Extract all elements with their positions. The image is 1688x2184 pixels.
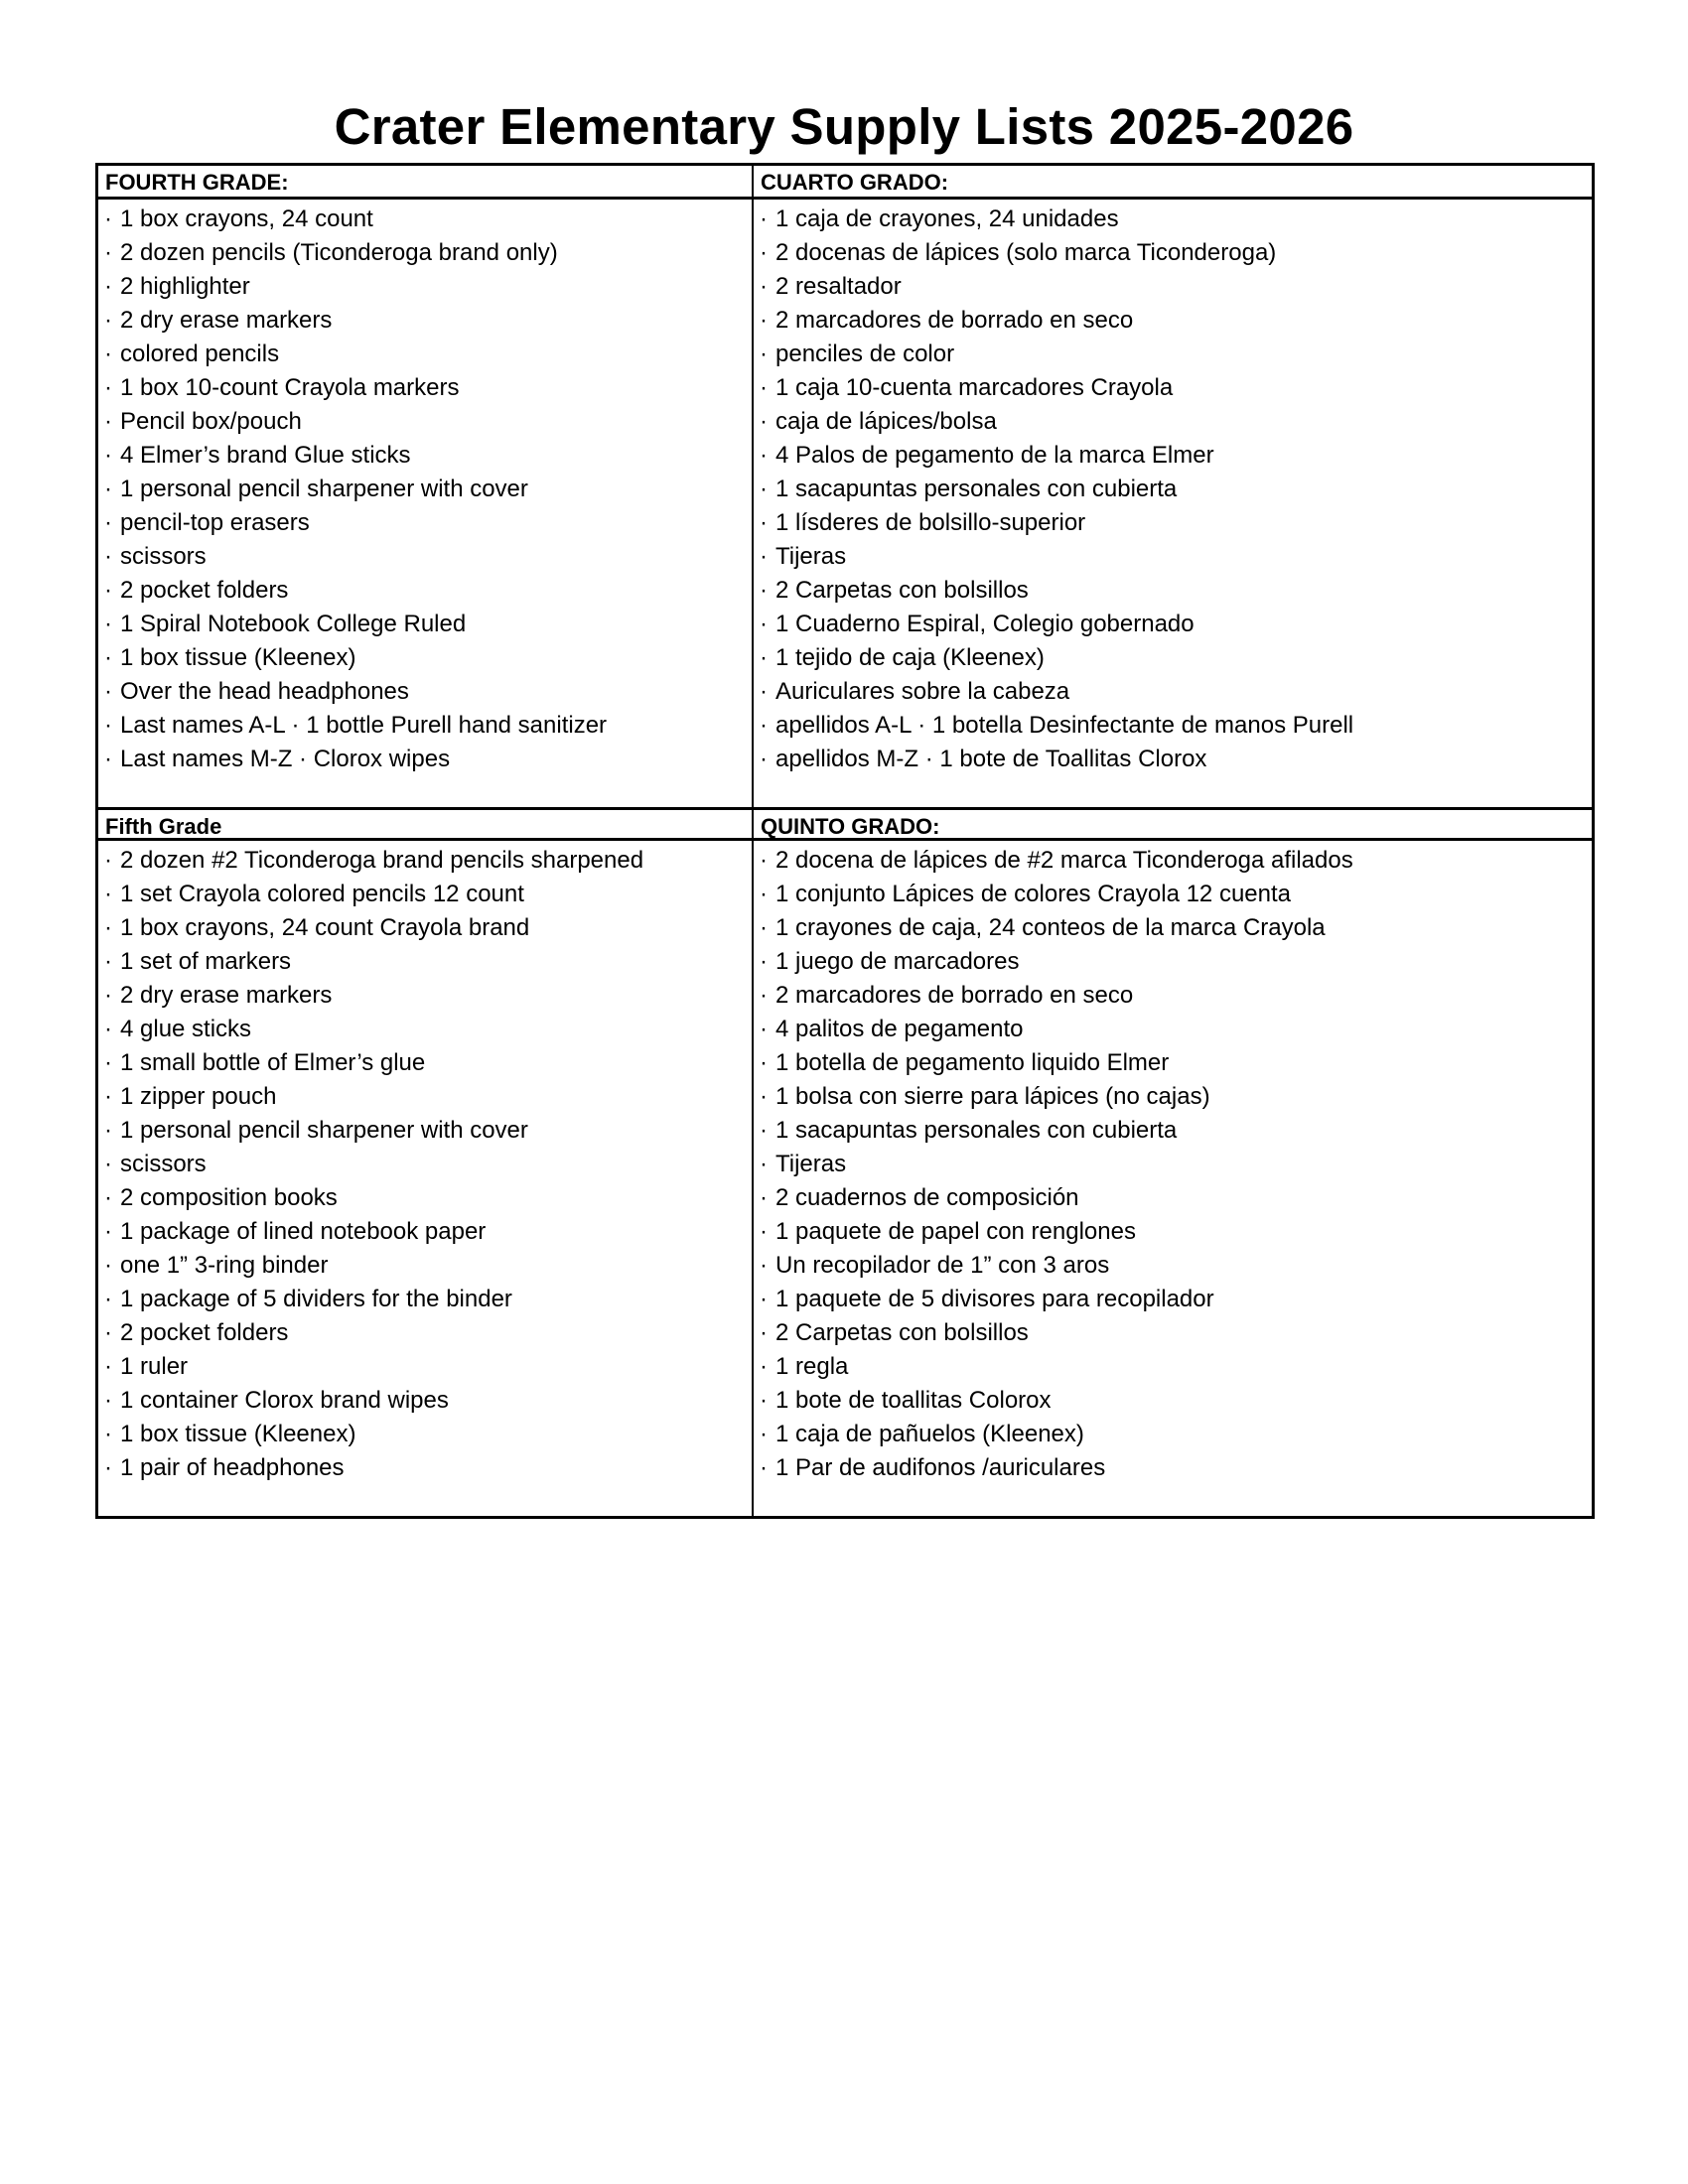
list-item xyxy=(754,203,1592,236)
list-item xyxy=(754,641,1592,675)
list-item-text: 2 pocket folders xyxy=(120,577,289,604)
list-item-text: 1 personal pencil sharpener with cover xyxy=(120,476,528,502)
list-item xyxy=(98,1013,752,1046)
bullet-icon: · xyxy=(760,307,768,334)
bullet-icon: · xyxy=(104,1387,112,1414)
list-item xyxy=(98,641,752,675)
bullet-icon: · xyxy=(760,847,768,874)
list-item-text: 1 Par de audifonos /auriculares xyxy=(775,1454,1106,1481)
list-item xyxy=(98,608,752,641)
list-item-text: 1 caja de pañuelos (Kleenex) xyxy=(775,1421,1084,1447)
bullet-icon: · xyxy=(104,746,112,772)
list-item-text: 1 zipper pouch xyxy=(120,1083,277,1110)
quinto-grado-heading: QUINTO GRADO: xyxy=(754,807,1592,841)
bullet-icon: · xyxy=(104,442,112,469)
list-item-text: 4 Palos de pegamento de la marca Elmer xyxy=(775,442,1214,469)
list-item xyxy=(754,1451,1592,1485)
list-item-text: scissors xyxy=(120,543,207,570)
list-item xyxy=(754,574,1592,608)
fifth-grade-english-list-cell xyxy=(98,841,754,1516)
bullet-icon: · xyxy=(760,712,768,739)
list-item-text: 1 botella de pegamento liquido Elmer xyxy=(775,1049,1170,1076)
list-item-text: 1 paquete de 5 divisores para recopilador xyxy=(775,1286,1214,1312)
bullet-icon: · xyxy=(760,1319,768,1346)
bullet-icon: · xyxy=(104,205,112,232)
bullet-icon: · xyxy=(760,577,768,604)
list-item-text: pencil-top erasers xyxy=(120,509,310,536)
list-item-text: 1 container Clorox brand wipes xyxy=(120,1387,449,1414)
list-item-text: 4 glue sticks xyxy=(120,1016,252,1042)
list-item xyxy=(98,1080,752,1114)
fifth-grade-spanish-list-cell xyxy=(754,841,1592,1516)
bullet-icon: · xyxy=(104,1049,112,1076)
list-item xyxy=(98,1215,752,1249)
fourth-grade-spanish-list xyxy=(754,203,1592,776)
list-item xyxy=(754,473,1592,506)
bullet-icon: · xyxy=(760,1218,768,1245)
list-item xyxy=(754,1080,1592,1114)
list-item-text: 1 caja de crayones, 24 unidades xyxy=(775,205,1119,232)
bullet-icon: · xyxy=(760,1016,768,1042)
bullet-icon: · xyxy=(104,948,112,975)
bullet-icon: · xyxy=(104,543,112,570)
list-item-text: 2 highlighter xyxy=(120,273,250,300)
list-item xyxy=(98,1451,752,1485)
list-item xyxy=(98,473,752,506)
list-item xyxy=(98,540,752,574)
bullet-icon: · xyxy=(760,1252,768,1279)
list-item xyxy=(98,1316,752,1350)
list-item xyxy=(754,1350,1592,1384)
bullet-icon: · xyxy=(760,611,768,637)
list-item-text: Un recopilador de 1” con 3 aros xyxy=(775,1252,1110,1279)
list-item xyxy=(98,405,752,439)
list-item xyxy=(754,1148,1592,1181)
list-item-text: 1 regla xyxy=(775,1353,849,1380)
bullet-icon: · xyxy=(760,1421,768,1447)
list-item xyxy=(98,236,752,270)
list-item-text: 1 box crayons, 24 count xyxy=(120,205,373,232)
bullet-icon: · xyxy=(104,374,112,401)
fourth-grade-heading: FOURTH GRADE: xyxy=(98,166,754,200)
list-item xyxy=(98,338,752,371)
list-item-text: 2 marcadores de borrado en seco xyxy=(775,307,1134,334)
bullet-icon: · xyxy=(104,239,112,266)
list-item xyxy=(98,1418,752,1451)
list-item xyxy=(754,405,1592,439)
list-item-text: Auriculares sobre la cabeza xyxy=(775,678,1070,705)
list-item xyxy=(98,1350,752,1384)
list-item-text: 1 crayones de caja, 24 conteos de la marca Crayola xyxy=(775,914,1326,941)
list-item xyxy=(754,270,1592,304)
bullet-icon: · xyxy=(104,509,112,536)
list-item-text: Over the head headphones xyxy=(120,678,409,705)
bullet-icon: · xyxy=(104,408,112,435)
bullet-icon: · xyxy=(760,374,768,401)
list-item-text: 1 personal pencil sharpener with cover xyxy=(120,1117,528,1144)
list-item xyxy=(754,1283,1592,1316)
list-item xyxy=(754,878,1592,911)
cuarto-grado-heading: CUARTO GRADO: xyxy=(754,166,1592,200)
list-item xyxy=(754,844,1592,878)
list-item-text: 2 cuadernos de composición xyxy=(775,1184,1079,1211)
bullet-icon: · xyxy=(104,273,112,300)
bullet-icon: · xyxy=(760,509,768,536)
list-item xyxy=(754,1013,1592,1046)
bullet-icon: · xyxy=(104,678,112,705)
bullet-icon: · xyxy=(760,1387,768,1414)
list-item xyxy=(754,506,1592,540)
list-item xyxy=(754,979,1592,1013)
bullet-icon: · xyxy=(760,543,768,570)
bullet-icon: · xyxy=(760,746,768,772)
list-item-text: 1 bote de toallitas Colorox xyxy=(775,1387,1052,1414)
bullet-icon: · xyxy=(104,1353,112,1380)
bullet-icon: · xyxy=(760,341,768,367)
bullet-icon: · xyxy=(104,611,112,637)
list-item-text: 2 dry erase markers xyxy=(120,307,333,334)
bullet-icon: · xyxy=(760,1353,768,1380)
list-item-text: 1 Spiral Notebook College Ruled xyxy=(120,611,467,637)
list-item-text: 1 sacapuntas personales con cubierta xyxy=(775,476,1178,502)
list-item xyxy=(754,945,1592,979)
bullet-icon: · xyxy=(760,1151,768,1177)
list-item-text: 2 marcadores de borrado en seco xyxy=(775,982,1134,1009)
list-item xyxy=(98,1046,752,1080)
list-item xyxy=(98,270,752,304)
list-item xyxy=(754,743,1592,776)
list-item xyxy=(98,1283,752,1316)
list-item xyxy=(754,371,1592,405)
bullet-icon: · xyxy=(104,1454,112,1481)
bullet-icon: · xyxy=(760,1184,768,1211)
list-item-text: colored pencils xyxy=(120,341,280,367)
list-item xyxy=(754,675,1592,709)
list-item-text: one 1” 3-ring binder xyxy=(120,1252,329,1279)
list-item xyxy=(754,1249,1592,1283)
list-item-text: 1 juego de marcadores xyxy=(775,948,1020,975)
list-item xyxy=(754,1114,1592,1148)
list-item xyxy=(98,304,752,338)
bullet-icon: · xyxy=(760,408,768,435)
list-item-text: 1 box 10-count Crayola markers xyxy=(120,374,460,401)
bullet-icon: · xyxy=(104,1184,112,1211)
fifth-grade-english-list xyxy=(98,844,752,1485)
list-item-text: apellidos A-L · 1 botella Desinfectante de manos Purell xyxy=(775,712,1354,739)
list-item xyxy=(98,979,752,1013)
fifth-grade-spanish-list xyxy=(754,844,1592,1485)
list-item xyxy=(98,945,752,979)
list-item-text: 1 lísderes de bolsillo-superior xyxy=(775,509,1086,536)
list-item-text: 1 bolsa con sierre para lápices (no cajas) xyxy=(775,1083,1210,1110)
list-item-text: 1 conjunto Lápices de colores Crayola 12 cuenta xyxy=(775,881,1291,907)
list-item-text: 2 dozen pencils (Ticonderoga brand only) xyxy=(120,239,558,266)
bullet-icon: · xyxy=(760,948,768,975)
list-item xyxy=(98,1384,752,1418)
list-item-text: 2 Carpetas con bolsillos xyxy=(775,1319,1029,1346)
bullet-icon: · xyxy=(760,644,768,671)
list-item-text: 1 box tissue (Kleenex) xyxy=(120,644,356,671)
list-item-text: 4 palitos de pegamento xyxy=(775,1016,1024,1042)
bullet-icon: · xyxy=(104,1117,112,1144)
bullet-icon: · xyxy=(760,1083,768,1110)
list-item xyxy=(754,1418,1592,1451)
fourth-grade-english-list-cell xyxy=(98,200,754,807)
bullet-icon: · xyxy=(104,307,112,334)
list-item xyxy=(754,1181,1592,1215)
bullet-icon: · xyxy=(760,476,768,502)
bullet-icon: · xyxy=(104,644,112,671)
bullet-icon: · xyxy=(104,914,112,941)
list-item xyxy=(754,1384,1592,1418)
bullet-icon: · xyxy=(760,1049,768,1076)
list-item-text: 2 docena de lápices de #2 marca Ticonderoga afilados xyxy=(775,847,1353,874)
list-item xyxy=(754,236,1592,270)
bullet-icon: · xyxy=(104,847,112,874)
fourth-grade-spanish-list-cell xyxy=(754,200,1592,807)
list-item xyxy=(98,844,752,878)
list-item xyxy=(754,911,1592,945)
bullet-icon: · xyxy=(760,1117,768,1144)
list-item-text: 1 set of markers xyxy=(120,948,292,975)
bullet-icon: · xyxy=(104,1016,112,1042)
list-item xyxy=(754,304,1592,338)
bullet-icon: · xyxy=(760,982,768,1009)
list-item-text: 1 package of lined notebook paper xyxy=(120,1218,487,1245)
list-item-text: 1 sacapuntas personales con cubierta xyxy=(775,1117,1178,1144)
list-item-text: 2 resaltador xyxy=(775,273,902,300)
list-item xyxy=(98,743,752,776)
bullet-icon: · xyxy=(104,1252,112,1279)
list-item-text: Pencil box/pouch xyxy=(120,408,302,435)
list-item-text: 2 dozen #2 Ticonderoga brand pencils sharpened xyxy=(120,847,644,874)
bullet-icon: · xyxy=(760,273,768,300)
list-item-text: 1 pair of headphones xyxy=(120,1454,345,1481)
list-item-text: 4 Elmer’s brand Glue sticks xyxy=(120,442,411,469)
list-item xyxy=(754,709,1592,743)
list-item xyxy=(98,203,752,236)
list-item xyxy=(754,1046,1592,1080)
supply-list-table xyxy=(95,163,1595,1519)
list-item-text: Tijeras xyxy=(775,1151,847,1177)
bullet-icon: · xyxy=(104,476,112,502)
list-item xyxy=(754,540,1592,574)
list-item-text: 1 Cuaderno Espiral, Colegio gobernado xyxy=(775,611,1195,637)
bullet-icon: · xyxy=(760,442,768,469)
list-item-text: 1 box tissue (Kleenex) xyxy=(120,1421,356,1447)
list-item-text: 2 pocket folders xyxy=(120,1319,289,1346)
bullet-icon: · xyxy=(760,1286,768,1312)
bullet-icon: · xyxy=(104,1319,112,1346)
bullet-icon: · xyxy=(104,881,112,907)
bullet-icon: · xyxy=(104,1421,112,1447)
list-item-text: 1 small bottle of Elmer’s glue xyxy=(120,1049,426,1076)
fourth-grade-english-list xyxy=(98,203,752,776)
list-item xyxy=(98,1249,752,1283)
list-item xyxy=(98,1114,752,1148)
bullet-icon: · xyxy=(104,1218,112,1245)
list-item-text: 1 ruler xyxy=(120,1353,189,1380)
list-item-text: 2 Carpetas con bolsillos xyxy=(775,577,1029,604)
list-item-text: Last names A-L · 1 bottle Purell hand sanitizer xyxy=(120,712,608,739)
bullet-icon: · xyxy=(104,1083,112,1110)
bullet-icon: · xyxy=(104,982,112,1009)
list-item-text: 1 tejido de caja (Kleenex) xyxy=(775,644,1045,671)
list-item xyxy=(98,371,752,405)
list-item xyxy=(754,1215,1592,1249)
list-item xyxy=(98,574,752,608)
bullet-icon: · xyxy=(760,678,768,705)
list-item-text: 2 docenas de lápices (solo marca Ticonderoga) xyxy=(775,239,1277,266)
list-item xyxy=(98,675,752,709)
list-item xyxy=(98,878,752,911)
list-item-text: caja de lápices/bolsa xyxy=(775,408,997,435)
list-item-text: 1 box crayons, 24 count Crayola brand xyxy=(120,914,530,941)
bullet-icon: · xyxy=(760,205,768,232)
bullet-icon: · xyxy=(104,341,112,367)
bullet-icon: · xyxy=(104,577,112,604)
list-item xyxy=(98,911,752,945)
list-item xyxy=(754,608,1592,641)
list-item xyxy=(98,709,752,743)
list-item-text: 2 dry erase markers xyxy=(120,982,333,1009)
list-item xyxy=(98,1181,752,1215)
list-item-text: apellidos M-Z · 1 bote de Toallitas Clorox xyxy=(775,746,1207,772)
list-item-text: 1 package of 5 dividers for the binder xyxy=(120,1286,512,1312)
bullet-icon: · xyxy=(760,239,768,266)
list-item-text: 1 paquete de papel con renglones xyxy=(775,1218,1136,1245)
list-item xyxy=(98,506,752,540)
page-title: Crater Elementary Supply Lists 2025-2026 xyxy=(334,98,1354,155)
list-item-text: 1 set Crayola colored pencils 12 count xyxy=(120,881,524,907)
list-item-text: 1 caja 10-cuenta marcadores Crayola xyxy=(775,374,1174,401)
list-item xyxy=(754,338,1592,371)
list-item xyxy=(754,1316,1592,1350)
bullet-icon: · xyxy=(104,1151,112,1177)
list-item-text: 2 composition books xyxy=(120,1184,338,1211)
bullet-icon: · xyxy=(104,712,112,739)
list-item xyxy=(98,439,752,473)
list-item-text: penciles de color xyxy=(775,341,955,367)
bullet-icon: · xyxy=(104,1286,112,1312)
bullet-icon: · xyxy=(760,881,768,907)
bullet-icon: · xyxy=(760,1454,768,1481)
list-item-text: Last names M-Z · Clorox wipes xyxy=(120,746,451,772)
list-item-text: Tijeras xyxy=(775,543,847,570)
list-item-text: scissors xyxy=(120,1151,207,1177)
list-item xyxy=(98,1148,752,1181)
list-item xyxy=(754,439,1592,473)
bullet-icon: · xyxy=(760,914,768,941)
fifth-grade-heading: Fifth Grade xyxy=(98,807,754,841)
